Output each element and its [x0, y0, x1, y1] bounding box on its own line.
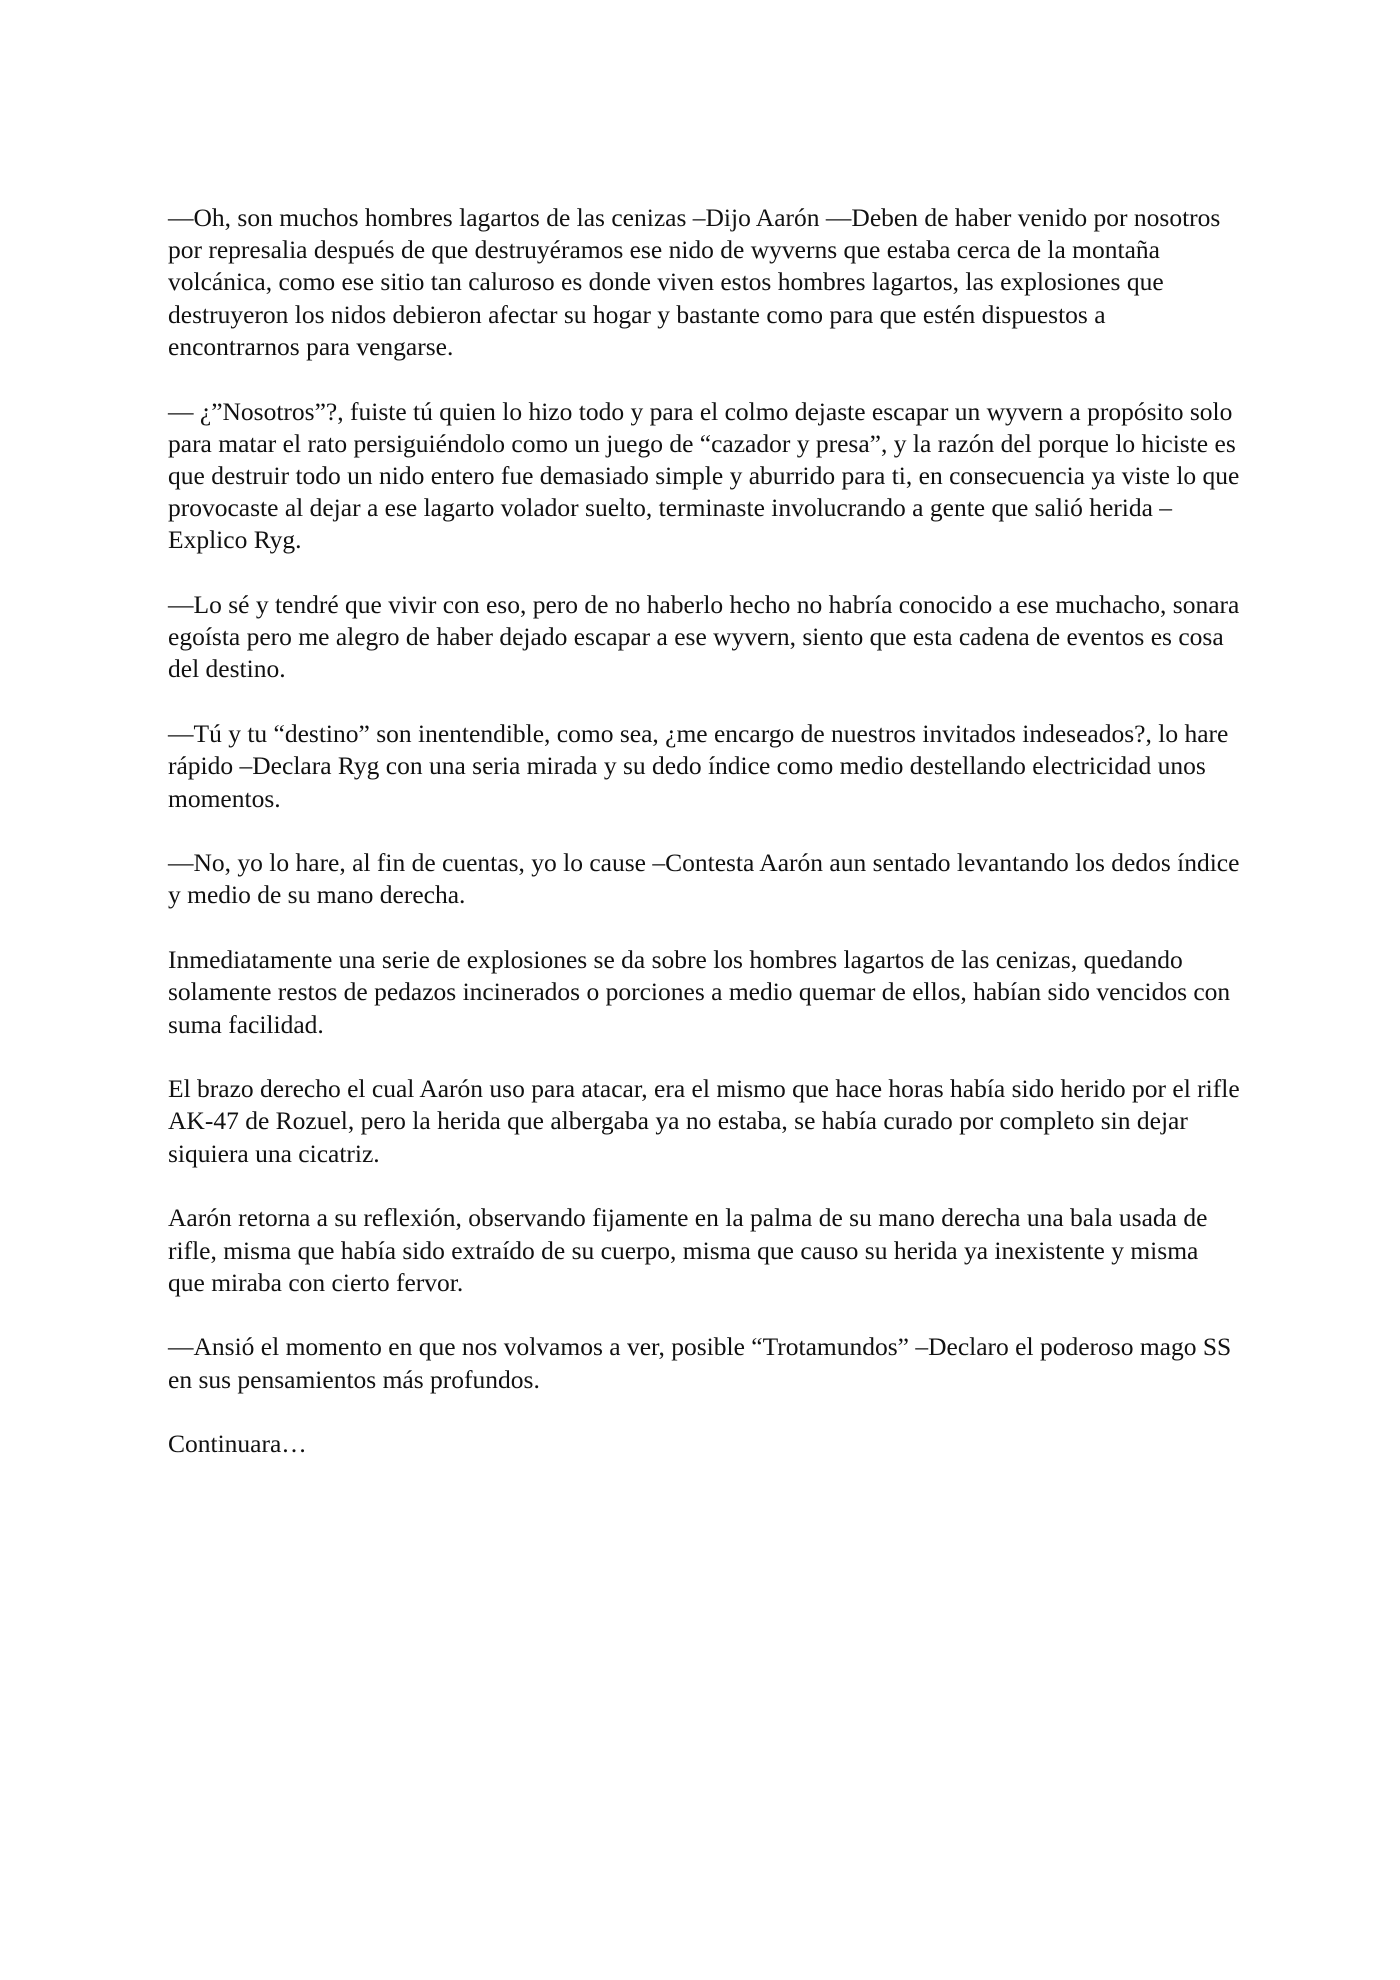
paragraph: El brazo derecho el cual Aarón uso para atacar, era el mismo que hace horas había sido herido por el rifle AK-47 de Rozuel, pero la herida que albergaba ya no estaba, se había curado por completo sin dejar siquiera una cicatriz. [168, 1074, 1240, 1168]
paragraph: —Ansió el momento en que nos volvamos a ver, posible “Trotamundos” –Declaro el poderoso mago SS en sus pensamientos más profundos. [168, 1332, 1232, 1394]
document-body [168, 202, 1240, 1493]
paragraph: —Tú y tu “destino” son inentendible, como sea, ¿me encargo de nuestros invitados indeseados?, lo hare rápido –Declara Ryg con una seria mirada y su dedo índice como medio destellando electricidad unos momentos. [168, 719, 1229, 813]
paragraph: —No, yo lo hare, al fin de cuentas, yo lo cause –Contesta Aarón aun sentado levantando los dedos índice y medio de su mano derecha. [168, 848, 1240, 910]
paragraph: —Lo sé y tendré que vivir con eso, pero de no haberlo hecho no habría conocido a ese muchacho, sonara egoísta pero me alegro de haber dejado escapar a ese wyvern, siento que esta cadena de eventos es cosa del destino. [168, 590, 1240, 684]
paragraph: Aarón retorna a su reflexión, observando fijamente en la palma de su mano derecha una bala usada de rifle, misma que había sido extraído de su cuerpo, misma que causo su herida ya inexistente y misma que miraba con cierto fervor. [168, 1203, 1208, 1297]
paragraph: —Oh, son muchos hombres lagartos de las cenizas –Dijo Aarón —Deben de haber venido por nosotros por represalia después de que destruyéramos ese nido de wyverns que estaba cerca de la montaña volcánica, como ese sitio tan caluroso es donde viven estos hombres lagartos, las explosiones que destruyeron los nidos debieron afectar su hogar y bastante como para que estén dispuestos a encontrarnos para vengarse. [168, 203, 1221, 361]
continuation-note: Continuara… [168, 1429, 307, 1459]
paragraph: — ¿”Nosotros”?, fuiste tú quien lo hizo todo y para el colmo dejaste escapar un wyvern a propósito solo para matar el rato persiguiéndolo como un juego de “cazador y presa”, y la razón del porque lo hiciste es que destruir todo un nido entero fue demasiado simple y aburrido para ti, en consecuencia ya viste lo que provocaste al dejar a ese lagarto volador suelto, terminaste involucrando a gente que salió herida –Explico Ryg. [168, 396, 1240, 555]
paragraph: Inmediatamente una serie de explosiones se da sobre los hombres lagartos de las cenizas, quedando solamente restos de pedazos incinerados o porciones a medio quemar de ellos, habían sido vencidos con suma facilidad. [168, 945, 1231, 1039]
